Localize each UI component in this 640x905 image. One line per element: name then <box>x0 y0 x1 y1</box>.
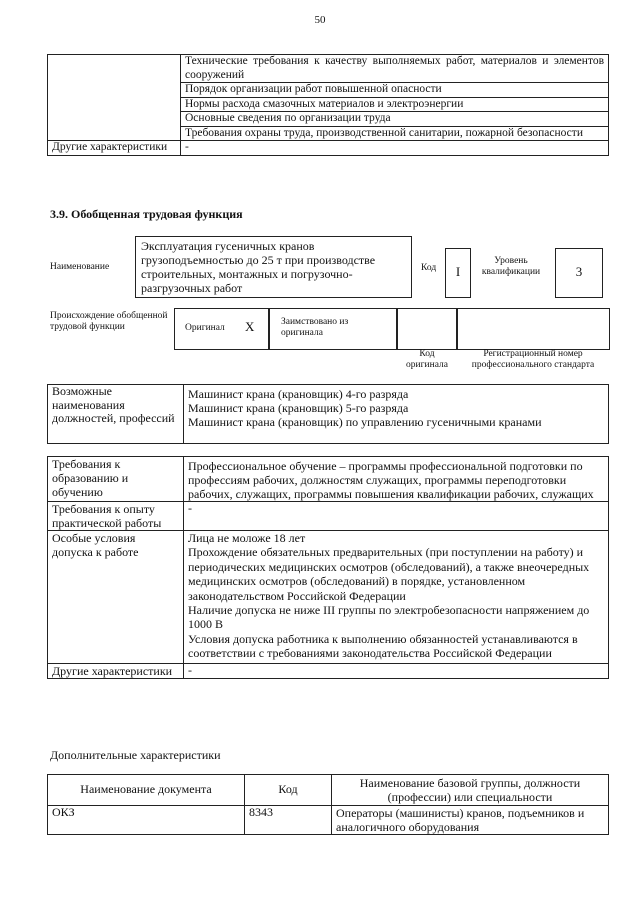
code-original-box <box>396 308 458 350</box>
condition-item: Наличие допуска не ниже III группы по электробезопасности напряжением до 1000 В <box>188 603 590 632</box>
experience-label: Требования к опыту практической работы <box>48 502 184 531</box>
condition-item: Условия допуска работника к выполнению обязанностей устанавливаются в соответствии с требованиями законодательства Российской Федерации <box>188 631 578 661</box>
experience-value: - <box>184 502 609 531</box>
code-original-caption: Код оригинала <box>406 349 448 370</box>
original-mark: X <box>245 319 255 334</box>
borrowed-label: Заимствовано из оригинала <box>281 317 349 338</box>
reg-number-box <box>456 308 610 350</box>
conditions-label: Особые условия допуска к работе <box>48 531 184 664</box>
header-group: Наименование базовой группы, должности (профессии) или специальности <box>332 775 609 806</box>
original-box <box>174 308 270 350</box>
position-item: Машинист крана (крановщик) 5-го разряда <box>188 401 409 415</box>
header-document: Наименование документа <box>48 775 245 806</box>
position-item: Машинист крана (крановщик) 4-го разряда <box>188 387 409 401</box>
code-value-box: I <box>445 248 471 298</box>
other-label: Другие характеристики <box>48 663 184 678</box>
requirement-row: Порядок организации работ повышенной опасности <box>181 83 609 98</box>
requirement-row: Требования охраны труда, производственной санитарии, пожарной безопасности <box>181 126 609 141</box>
level-label: Уровень квалификации <box>481 256 541 277</box>
section-heading: 3.9. Обобщенная трудовая функция <box>50 207 243 221</box>
row-document: ОКЗ <box>48 806 245 835</box>
additional-title: Дополнительные характеристики <box>50 748 221 762</box>
positions-table <box>47 384 609 444</box>
name-value: Эксплуатация гусеничных кранов грузоподъемностью до 25 т при производстве строительных, монтажных и погрузочно-разгрузочных работ <box>141 239 376 295</box>
position-item: Машинист крана (крановщик) по управлению гусеничными кранами <box>188 415 542 429</box>
name-label: Наименование <box>50 262 110 272</box>
positions-label: Возможные наименования должностей, профессий <box>48 385 184 444</box>
origin-label: Происхождение обобщенной трудовой функции <box>50 311 168 332</box>
original-label: Оригинал <box>185 323 225 333</box>
name-box <box>135 236 412 298</box>
reg-number-caption: Регистрационный номер профессионального стандарта <box>471 349 595 370</box>
other-characteristics-label: Другие характеристики <box>48 141 181 156</box>
header-code: Код <box>245 775 332 806</box>
additional-table <box>47 774 609 835</box>
row-code: 8343 <box>245 806 332 835</box>
requirement-row: Основные сведения по организации труда <box>181 112 609 127</box>
conditions-values <box>184 531 609 664</box>
requirement-row: Технические требования к качеству выполняемых работ, материалов и элементов сооружений <box>181 55 609 83</box>
requirements-table <box>47 456 609 679</box>
page-number: 50 <box>314 14 326 26</box>
borrowed-box <box>268 308 398 350</box>
education-value: Профессиональное обучение – программы профессиональной подготовки по профессиям рабочих, должностям служащих, программы переподготовки рабочих, служащих, программы повышения квалификации рабочих, служащих <box>184 457 609 502</box>
top-continuation-table <box>47 54 609 156</box>
positions-values <box>184 385 609 444</box>
other-value: - <box>184 663 609 678</box>
row-group: Операторы (машинисты) кранов, подъемников и аналогичного оборудования <box>332 806 609 835</box>
level-value-box: 3 <box>555 248 603 298</box>
other-characteristics-value: - <box>181 141 609 156</box>
code-label: Код <box>421 263 437 273</box>
condition-item: Лица не моложе 18 лет <box>188 531 306 545</box>
education-label: Требования к образованию и обучению <box>48 457 184 502</box>
condition-item: Прохождение обязательных предварительных (при поступлении на работу) и периодических медицинских осмотров (обследований), а также внеочередных медицинских осмотров (обследований) в порядке, установленном законодательством Российской Федерации <box>188 545 590 603</box>
requirement-row: Нормы расхода смазочных материалов и электроэнергии <box>181 97 609 112</box>
empty-label-cell <box>48 55 181 141</box>
